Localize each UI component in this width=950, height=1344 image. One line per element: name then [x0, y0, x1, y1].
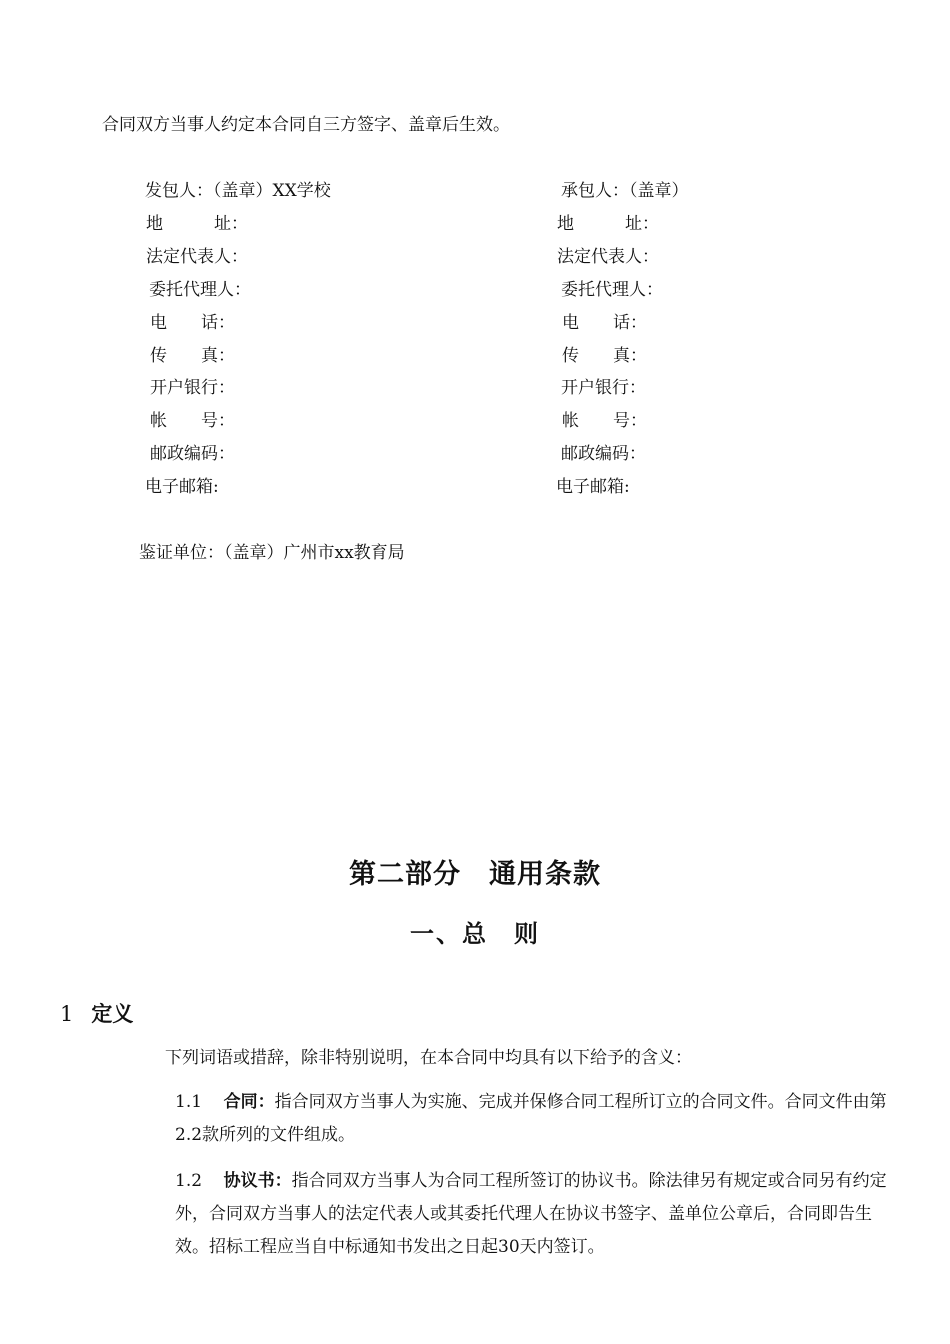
left-party-email: 电子邮箱:	[145, 477, 219, 497]
verifier-line: 鉴证单位：（盖章）广州市xx教育局	[139, 543, 405, 563]
clause-term: 协议书：	[223, 1171, 292, 1191]
left-party-bank: 开户银行：	[150, 378, 235, 398]
right-party-email: 电子邮箱:	[556, 477, 630, 497]
left-party-address: 地 址：	[146, 214, 248, 234]
clause-number: 1.2	[175, 1171, 203, 1191]
left-party-employer: 发包人：（盖章）XX学校	[145, 181, 331, 201]
clause-1-1	[175, 1086, 895, 1152]
left-party-legal-rep: 法定代表人：	[146, 247, 248, 267]
section-title: 定义	[91, 1002, 134, 1026]
right-party-contractor: 承包人：（盖章）	[561, 181, 689, 201]
left-party-postcode: 邮政编码：	[150, 444, 235, 464]
right-party-bank: 开户银行：	[561, 378, 646, 398]
clause-number: 1.1	[175, 1092, 203, 1112]
section-number: 1	[60, 1002, 74, 1026]
chapter-title: 一、总 则	[410, 920, 540, 948]
clause-text: 指合同双方当事人为实施、完成并保修合同工程所订立的合同文件。合同文件由第2.2款所列的文件组成。	[175, 1092, 887, 1145]
part-title: 第二部分 通用条款	[349, 859, 601, 890]
intro-paragraph: 合同双方当事人约定本合同自三方签字、盖章后生效。	[102, 115, 510, 135]
definitions-intro: 下列词语或措辞，除非特别说明，在本合同中均具有以下给予的含义：	[165, 1048, 692, 1068]
section-heading	[60, 998, 133, 1028]
clause-term: 合同：	[223, 1092, 275, 1112]
right-party-fax: 传 真：	[562, 346, 647, 366]
right-party-account: 帐 号：	[562, 411, 647, 431]
right-party-agent: 委托代理人：	[561, 280, 663, 300]
left-party-phone: 电 话：	[150, 313, 235, 333]
clause-text: 指合同双方当事人为合同工程所签订的协议书。除法律另有规定或合同另有约定外，合同双方当事人的法定代表人或其委托代理人在协议书签字、盖单位公章后，合同即告生效。招标工程应当自中标通知书发出之日起30天内签订。	[175, 1171, 887, 1257]
right-party-address: 地 址：	[557, 214, 659, 234]
left-party-agent: 委托代理人：	[149, 280, 251, 300]
left-party-fax: 传 真：	[150, 346, 235, 366]
right-party-legal-rep: 法定代表人：	[557, 247, 659, 267]
clause-1-2	[175, 1165, 895, 1264]
right-party-phone: 电 话：	[562, 313, 647, 333]
right-party-postcode: 邮政编码：	[561, 444, 646, 464]
left-party-account: 帐 号：	[150, 411, 235, 431]
